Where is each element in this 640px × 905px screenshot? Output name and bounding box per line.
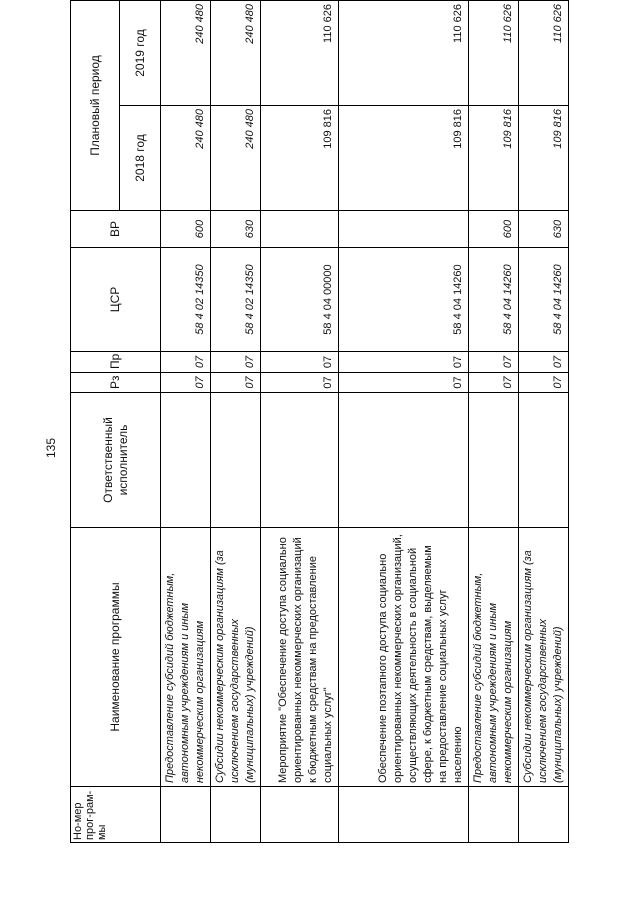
row-name: Предоставление субсидий бюджетным, автономным учреждениям и иным некоммерческим организациям	[161, 528, 211, 787]
header-num: Но-мер прог-рам-мы	[71, 787, 161, 843]
row-csr: 58 4 04 14260	[339, 248, 469, 352]
row-num-cell	[261, 787, 339, 843]
header-row-1	[71, 0, 120, 842]
row-2019: 110 626	[261, 0, 339, 105]
header-plan-period: Плановый период	[71, 0, 120, 210]
header-pr: Пр	[71, 352, 161, 373]
row-num-cell	[469, 787, 519, 843]
row-csr: 58 4 04 00000	[261, 248, 339, 352]
table-row	[339, 0, 469, 842]
row-name: Субсидии некоммерческим организациям (за исключением государственных (муниципальных) учреждений)	[211, 528, 261, 787]
row-num-cell	[211, 787, 261, 843]
row-executor	[161, 393, 211, 528]
row-num-cell	[519, 787, 569, 843]
header-csr: ЦСР	[71, 248, 161, 352]
row-executor	[469, 393, 519, 528]
row-num-cell	[339, 787, 469, 843]
row-vr	[339, 211, 469, 248]
row-vr	[261, 211, 339, 248]
row-executor	[339, 393, 469, 528]
row-pr: 07	[261, 352, 339, 373]
row-2018: 109 816	[261, 106, 339, 211]
row-pr: 07	[519, 352, 569, 373]
row-name: Субсидии некоммерческим организациям (за исключением государственных (муниципальных) учреждений)	[519, 528, 569, 787]
row-vr: 630	[211, 211, 261, 248]
row-rz: 07	[469, 373, 519, 393]
row-pr: 07	[469, 352, 519, 373]
row-rz: 07	[161, 373, 211, 393]
rotated-table-wrapper	[70, 1, 568, 843]
row-csr: 58 4 04 14260	[469, 248, 519, 352]
row-vr: 600	[161, 211, 211, 248]
row-rz: 07	[261, 373, 339, 393]
row-2018: 240 480	[161, 106, 211, 211]
header-name: Наименование программы	[71, 528, 161, 787]
row-vr: 600	[469, 211, 519, 248]
row-2019: 240 480	[211, 0, 261, 105]
row-num-cell	[161, 787, 211, 843]
row-2019: 110 626	[339, 0, 469, 105]
row-executor	[211, 393, 261, 528]
row-rz: 07	[211, 373, 261, 393]
row-pr: 07	[161, 352, 211, 373]
table-row	[211, 0, 261, 842]
header-year-2019: 2019 год	[120, 0, 161, 105]
row-2019: 110 626	[469, 0, 519, 105]
row-rz: 07	[519, 373, 569, 393]
row-2019: 110 626	[519, 0, 569, 105]
row-rz: 07	[339, 373, 469, 393]
row-pr: 07	[211, 352, 261, 373]
table-row	[161, 0, 211, 842]
table-row	[261, 0, 339, 842]
row-2018: 240 480	[211, 106, 261, 211]
row-2018: 109 816	[339, 106, 469, 211]
row-csr: 58 4 04 14260	[519, 248, 569, 352]
row-executor	[261, 393, 339, 528]
row-2018: 109 816	[519, 106, 569, 211]
row-2018: 109 816	[469, 106, 519, 211]
table-row	[519, 0, 569, 842]
row-name: Предоставление субсидий бюджетным, автономным учреждениям и иным некоммерческим организациям	[469, 528, 519, 787]
table-row	[469, 0, 519, 842]
header-year-2018: 2018 год	[120, 106, 161, 211]
row-executor	[519, 393, 569, 528]
row-2019: 240 480	[161, 0, 211, 105]
page-number: 135	[44, 437, 58, 459]
row-csr: 58 4 02 14350	[161, 248, 211, 352]
row-name: Мероприятие "Обеспечение доступа социально ориентированных некоммерческих организаций к бюджетным средствам на предоставление социальных услуг"	[261, 528, 339, 787]
header-rz: Рз	[71, 373, 161, 393]
row-vr: 630	[519, 211, 569, 248]
header-executor: Ответственный исполнитель	[71, 393, 161, 528]
row-name: Обеспечение поэтапного доступа социально ориентированных некоммерческих организаций, осуществляющих деятельность в социальной сфере, к бюджетным средствам, выделяемым на предоставление социальных услуг населению	[339, 528, 469, 787]
row-csr: 58 4 02 14350	[211, 248, 261, 352]
header-vr: ВР	[71, 211, 161, 248]
budget-table	[70, 0, 569, 843]
row-pr: 07	[339, 352, 469, 373]
